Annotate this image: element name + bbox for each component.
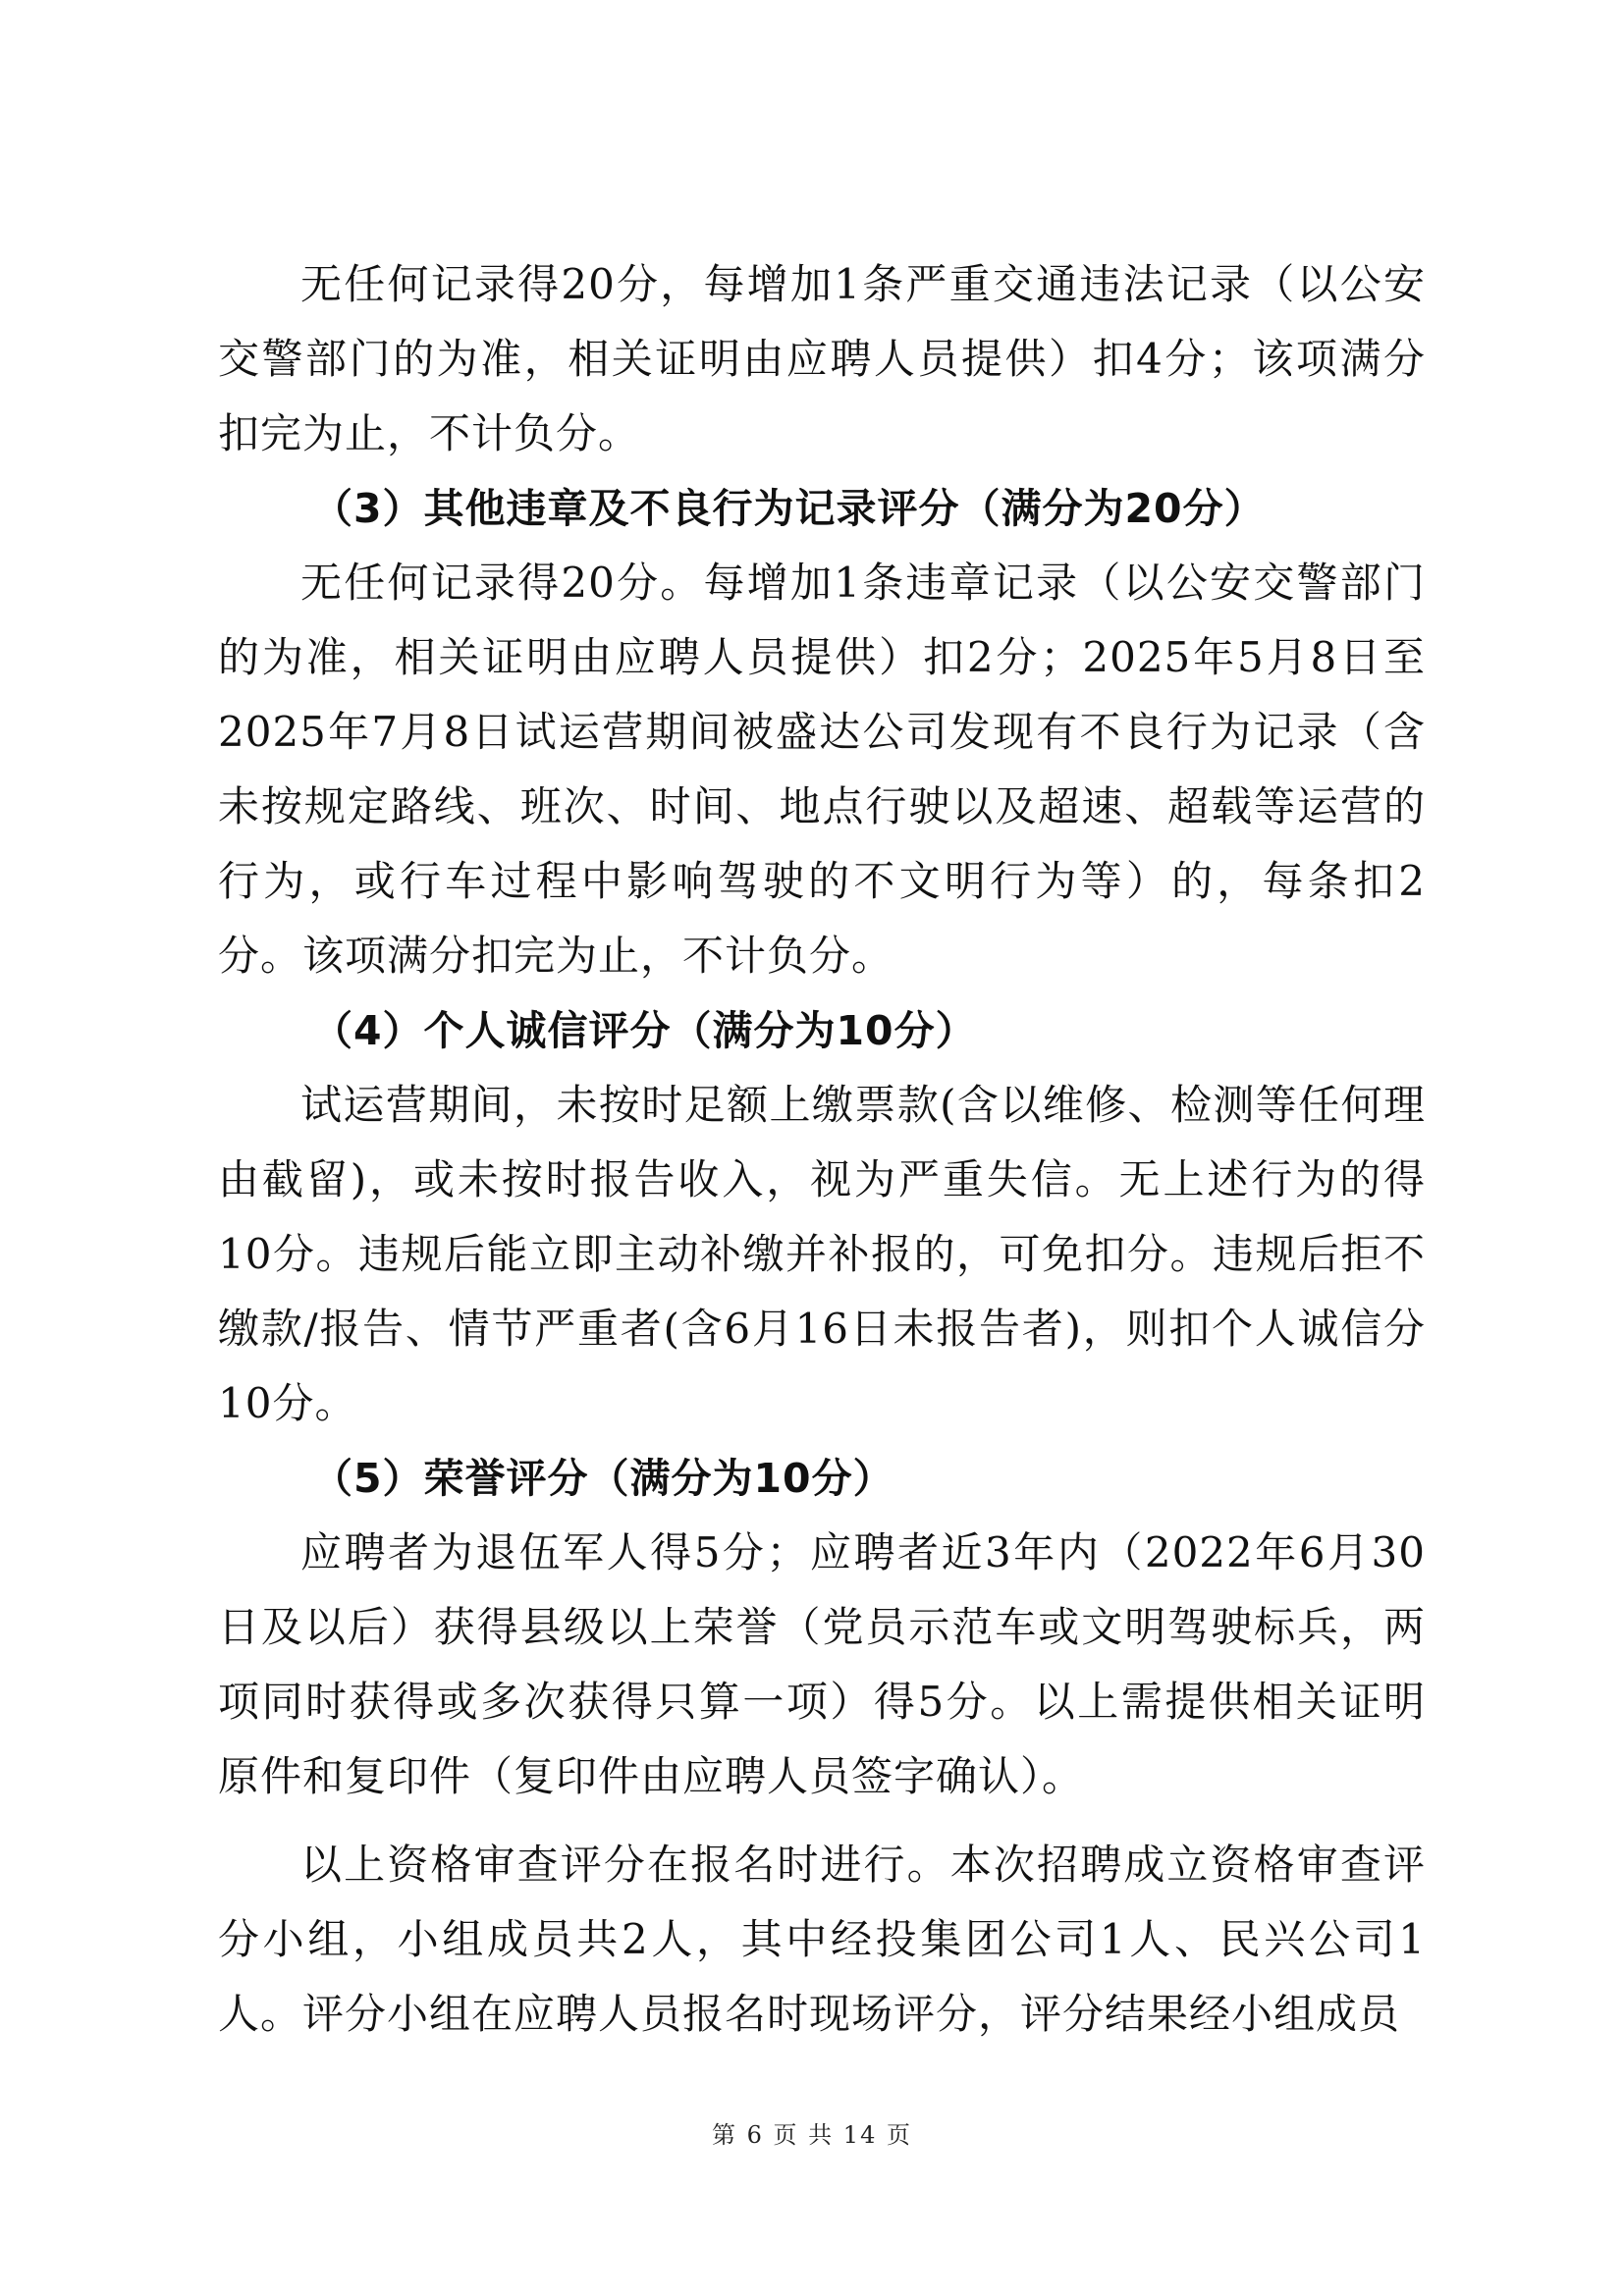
paragraph-qualification-review: 以上资格审查评分在报名时进行。本次招聘成立资格审查评分小组，小组成员共2人，其中经投集团公司1人、民兴公司1人。评分小组在应聘人员报名时现场评分，评分结果经小组成员 [218, 1841, 1426, 2038]
paragraph-other-violations-scoring: 无任何记录得20分。每增加1条违章记录（以公安交警部门的为准，相关证明由应聘人员提供）扣2分；2025年5月8日至2025年7月8日试运营期间被盛达公司发现有不良行为记录（含未按规定路线、班次、时间、地点行驶以及超速、超载等运营的行为，或行车过程中影响驾驶的不文明行为等）的，每条扣2分。该项满分扣完为止，不计负分。 [218, 559, 1426, 980]
heading-honor-scoring: （5）荣誉评分（满分为10分） [312, 1455, 894, 1502]
heading-personal-integrity: （4）个人诚信评分（满分为10分） [312, 1007, 977, 1054]
heading-other-violations: （3）其他违章及不良行为记录评分（满分为20分） [312, 485, 1266, 532]
paragraph-honor-scoring: 应聘者为退伍军人得5分；应聘者近3年内（2022年6月30日及以后）获得县级以上荣誉（党员示范车或文明驾驶标兵，两项同时获得或多次获得只算一项）得5分。以上需提供相关证明原件和复印件（复印件由应聘人员签字确认）。 [218, 1528, 1426, 1800]
paragraph-traffic-violation-scoring: 无任何记录得20分，每增加1条严重交通违法记录（以公安交警部门的为准，相关证明由应聘人员提供）扣4分；该项满分扣完为止，不计负分。 [218, 260, 1426, 457]
paragraph-personal-integrity-scoring: 试运营期间，未按时足额上缴票款(含以维修、检测等任何理由截留)，或未按时报告收入，视为严重失信。无上述行为的得10分。违规后能立即主动补缴并补报的，可免扣分。违规后拒不缴款/报告、情节严重者(含6月16日未报告者)，则扣个人诚信分10分。 [218, 1081, 1426, 1427]
page-number-footer: 第 6 页 共 14 页 [712, 2121, 912, 2149]
document-body [218, 247, 1426, 2052]
